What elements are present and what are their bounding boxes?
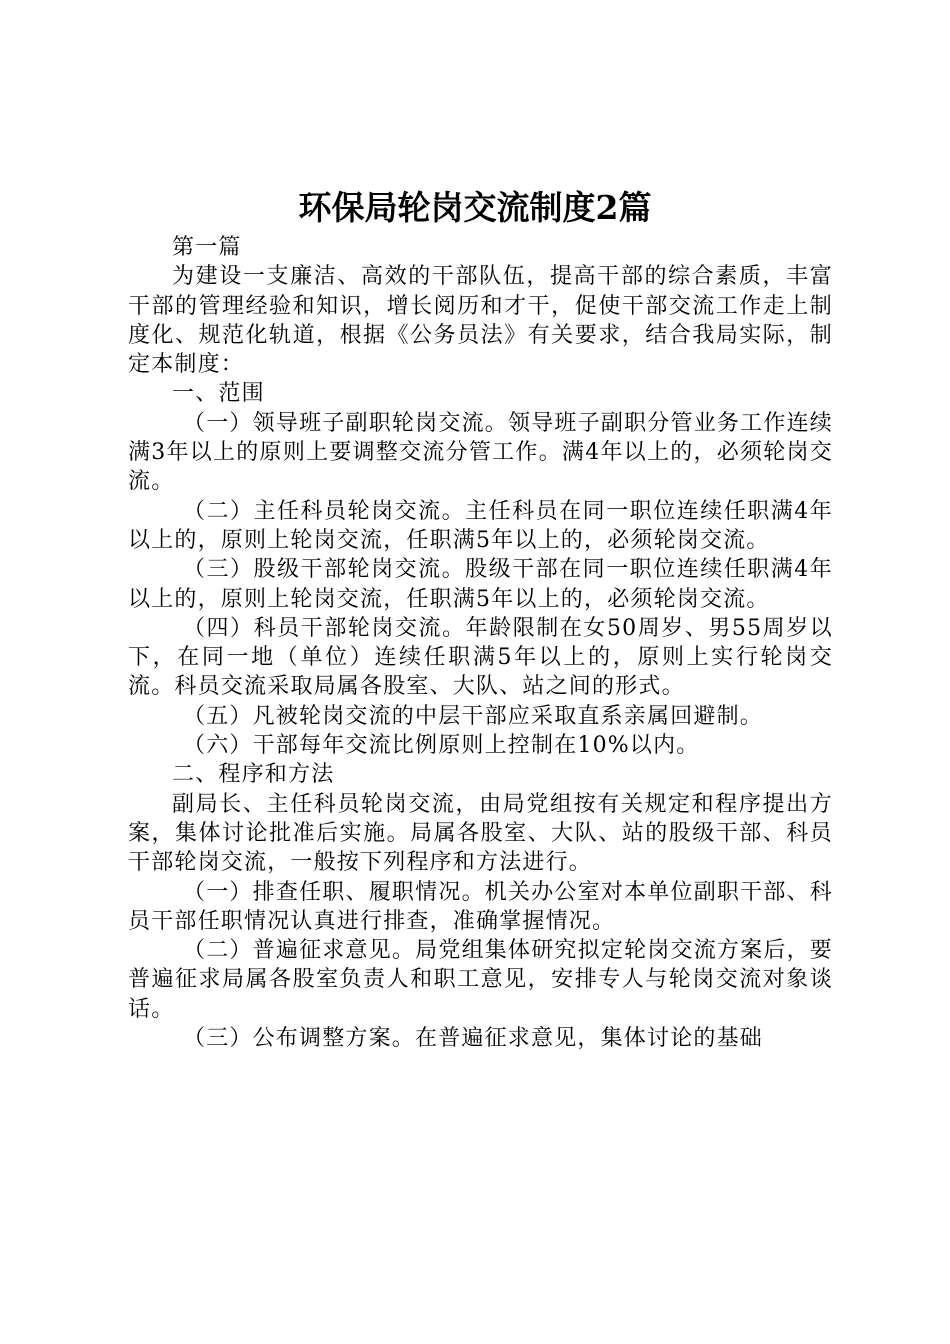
paragraph-item: （二）主任科员轮岗交流。主任科员在同一职位连续任职满4年以上的，原则上轮岗交流，任职满5年以上的，必须轮岗交流。 [128, 498, 833, 553]
paragraph-item: （三）股级干部轮岗交流。股级干部在同一职位连续任职满4年以上的，原则上轮岗交流，任职满5年以上的，必须轮岗交流。 [128, 557, 833, 612]
paragraph-item: （六）干部每年交流比例原则上控制在10%以内。 [183, 733, 700, 759]
heading-procedure: 二、程序和方法 [172, 762, 335, 788]
paragraph-procedure-intro: 副局长、主任科员轮岗交流，由局党组按有关规定和程序提出方案，集体讨论批准后实施。局属各股室、大队、站的股级干部、科员干部轮岗交流，一般按下列程序和方法进行。 [128, 791, 833, 876]
document-title: 环保局轮岗交流制度2篇 [298, 188, 652, 227]
paragraph-item: （三）公布调整方案。在普遍征求意见，集体讨论的基础 [183, 1026, 764, 1052]
paragraph-item: （五）凡被轮岗交流的中层干部应采取直系亲属回避制。 [183, 703, 764, 729]
paragraph-item: （一）排查任职、履职情况。机关办公室对本单位副职干部、科员干部任职情况认真进行排查，准确掌握情况。 [128, 879, 833, 934]
paragraph-item: （四）科员干部轮岗交流。年龄限制在女50周岁、男55周岁以下，在同一地（单位）连续任职满5年以上的，原则上实行轮岗交流。科员交流采取局属各股室、大队、站之间的形式。 [128, 615, 833, 700]
paragraph-item: （二）普遍征求意见。局党组集体研究拟定轮岗交流方案后，要普遍征求局属各股室负责人和职工意见，安排专人与轮岗交流对象谈话。 [128, 938, 833, 1022]
paragraph-section-label: 第一篇 [172, 235, 242, 260]
document-body [128, 233, 833, 1053]
paragraph-item: （一）领导班子副职轮岗交流。领导班子副职分管业务工作连续满3年以上的原则上要调整交流分管工作。满4年以上的，必须轮岗交流。 [128, 410, 833, 495]
paragraph-intro: 为建设一支廉洁、高效的干部队伍，提高干部的综合素质，丰富干部的管理经验和知识，增长阅历和才干，促使干部交流工作走上制度化、规范化轨道，根据《公务员法》有关要求，结合我局实际，制定本制度： [128, 264, 833, 378]
heading-scope: 一、范围 [172, 381, 265, 407]
